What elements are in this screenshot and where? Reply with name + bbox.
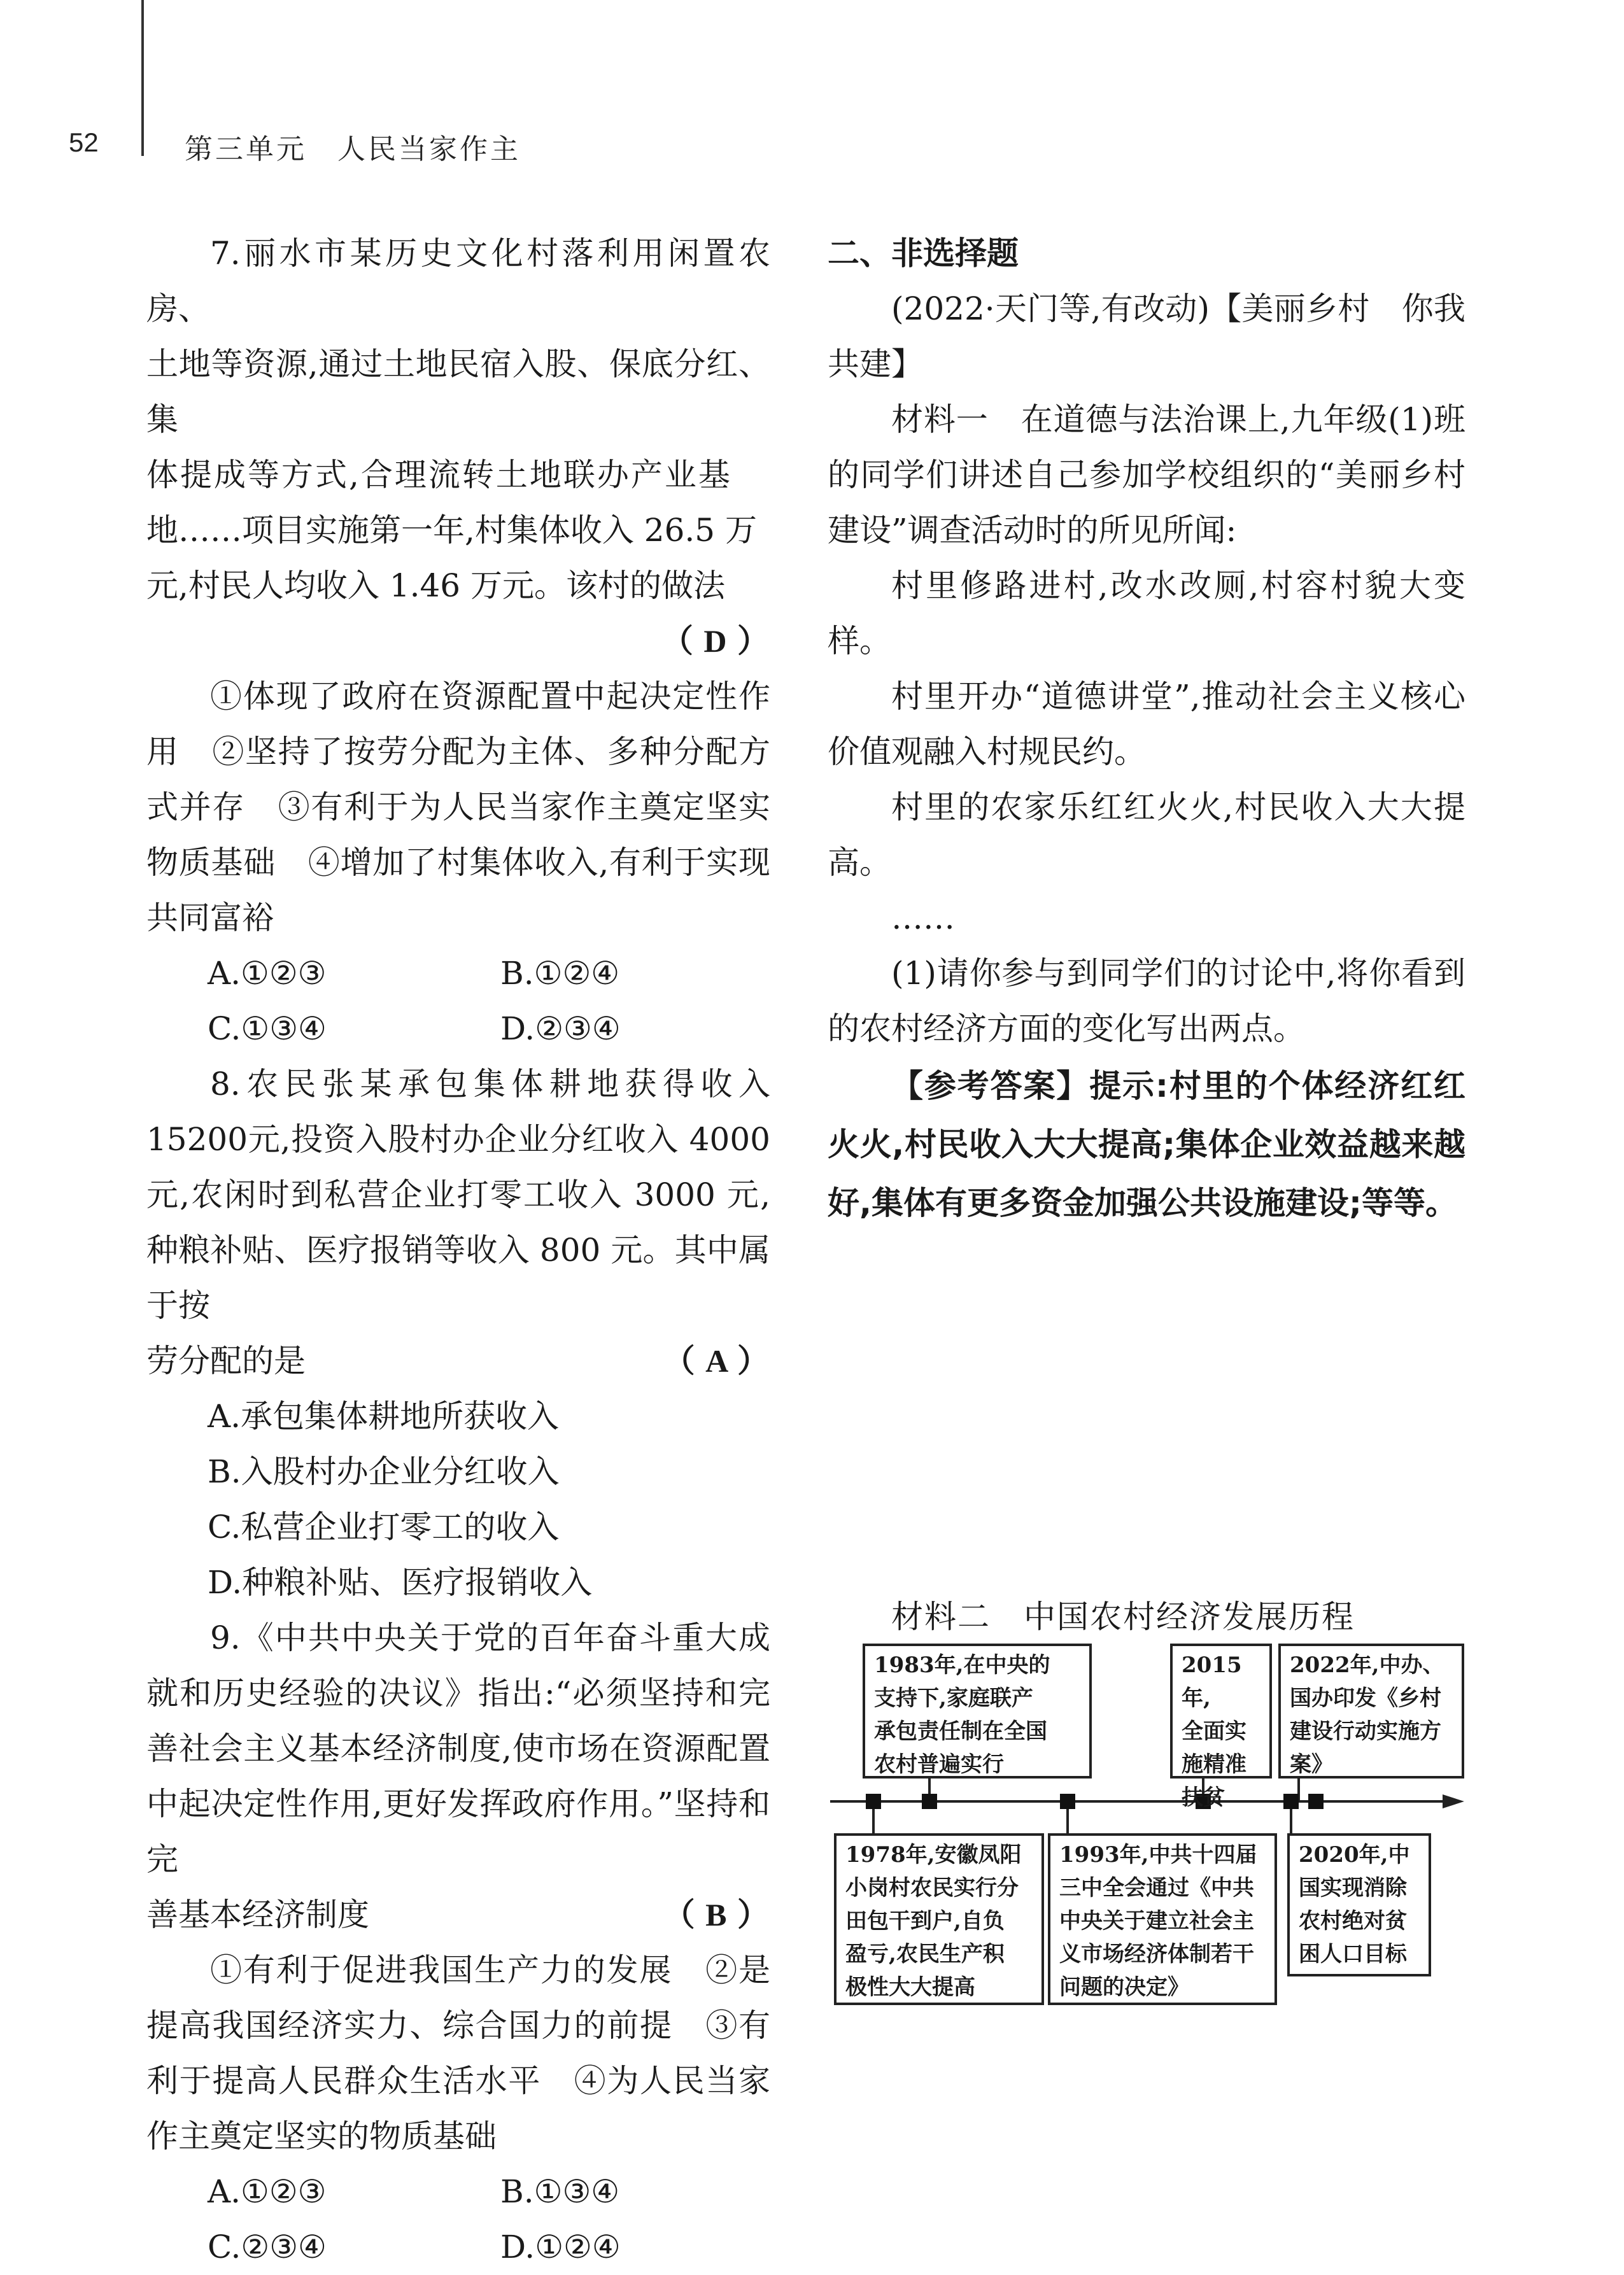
q9-option-c: C.②③④	[208, 2229, 327, 2265]
section-heading: 二、非选择题	[828, 235, 1019, 272]
q7-options	[208, 946, 770, 1057]
event-line: 中央关于建立社会主	[1059, 1908, 1254, 1934]
event-1993	[1048, 1833, 1277, 2005]
event-1978	[834, 1833, 1044, 2005]
q9-stem-last: 善基本经济制度	[146, 1896, 369, 1933]
left-column	[146, 226, 770, 2275]
ellipsis: ……	[891, 899, 955, 936]
material1-intro: 材料一 在道德与法治课上,九年级(1)班的同学们讲述自己参加学校组织的“美丽乡村建设”调查活动时的所见所闻:	[828, 401, 1465, 549]
q7-stem-line: 7.丽水市某历史文化村落利用闲置农房、	[146, 235, 770, 327]
unit-title: 第三单元 人民当家作主	[185, 133, 521, 166]
event-line: 国办印发《乡村	[1290, 1686, 1441, 1711]
event-2022	[1278, 1644, 1464, 1778]
q7-stem-line: 地……项目实施第一年,村集体收入 26.5 万	[146, 512, 758, 549]
material1-item: 村里的农家乐红红火火,村民收入大大提高。	[828, 789, 1465, 881]
marker-1983	[922, 1794, 937, 1809]
reference-answer: 【参考答案】提示:村里的个体经济红红火火,村民收入大大提高;集体企业效益越来越好,集体有更多资金加强公共设施建设;等等。	[828, 1067, 1465, 1222]
event-line: 建设行动实施方	[1290, 1719, 1441, 1744]
event-line: 小岗村农民实行分	[845, 1875, 1019, 1901]
q7-option-c: C.①③④	[208, 1010, 327, 1047]
q7-option-a: A.①②③	[208, 955, 327, 992]
q9-options	[208, 2164, 770, 2275]
question-source: (2022·天门等,有改动)【美丽乡村 你我共建】	[828, 290, 1465, 383]
question-9	[146, 1610, 770, 2275]
event-line: 支持下,家庭联产	[874, 1686, 1033, 1711]
timeline-arrow-icon	[1443, 1794, 1464, 1808]
q8-option-a: A.承包集体耕地所获收入	[208, 1398, 560, 1435]
event-line: 义市场经济体制若干	[1059, 1941, 1254, 1967]
event-line: 1978年,安徽凤阳	[845, 1842, 1022, 1868]
q9-option-b: B.①③④	[500, 2173, 620, 2210]
q8-stem: 8.农民张某承包集体耕地获得收入15200元,投资入股村办企业分红收入 4000元,农闲时到私营企业打零工收入 3000 元,种粮补贴、医疗报销等收入 800 元。其中属于按	[146, 1066, 770, 1324]
q9-option-d: D.①②④	[500, 2229, 621, 2265]
q8-stem-last: 劳分配的是	[146, 1342, 306, 1379]
event-line: 田包干到户,自负	[845, 1908, 1005, 1934]
q7-option-b: B.①②④	[500, 955, 620, 992]
header-divider	[141, 0, 144, 156]
event-line: 三中全会通过《中共	[1059, 1875, 1254, 1901]
event-line: 全面实	[1182, 1719, 1246, 1744]
q7-option-d: D.②③④	[500, 1010, 621, 1047]
page-number: 52	[69, 127, 99, 157]
q8-option-b: B.入股村办企业分红收入	[208, 1453, 560, 1490]
q8-answer: （ A ）	[663, 1343, 770, 1379]
event-line: 农村普遍实行	[874, 1752, 1004, 1777]
q7-stem-line: 体提成等方式,合理流转土地联办产业基	[146, 456, 732, 493]
question-1: (1)请你参与到同学们的讨论中,将你看到的农村经济方面的变化写出两点。	[828, 955, 1465, 1047]
event-line: 2015年,	[1182, 1652, 1242, 1711]
event-2020	[1287, 1833, 1431, 1976]
event-line: 2020年,中	[1299, 1842, 1410, 1868]
event-line: 2022年,中办、	[1290, 1652, 1444, 1678]
event-line: 问题的决定》	[1059, 1975, 1189, 2000]
event-line: 扶贫	[1182, 1785, 1225, 1810]
q9-statements: ①有利于促进我国生产力的发展 ②是提高我国经济实力、综合国力的前提 ③有利于提高人民群众生活水平 ④为人民当家作主奠定坚实的物质基础	[146, 1952, 770, 2155]
event-line: 国实现消除	[1299, 1875, 1407, 1901]
q7-answer: （ D ）	[661, 623, 770, 659]
event-line: 1983年,在中央的	[874, 1652, 1050, 1678]
question-7	[146, 226, 770, 1057]
right-column	[828, 226, 1465, 1232]
q8-option-d: D.种粮补贴、医疗报销收入	[208, 1564, 593, 1601]
event-line: 承包责任制在全国	[874, 1719, 1047, 1744]
event-line: 盈亏,农民生产积	[845, 1941, 1005, 1967]
event-line: 案》	[1290, 1752, 1333, 1777]
event-line: 农村绝对贫	[1299, 1908, 1407, 1934]
event-2015	[1170, 1644, 1272, 1810]
material1-item: 村里修路进村,改水改厕,村容村貌大变样。	[828, 567, 1465, 659]
material1-item: 村里开办“道德讲堂”,推动社会主义核心价值观融入村规民约。	[828, 678, 1465, 770]
marker-1978	[866, 1794, 881, 1809]
q9-stem: 9.《中共中央关于党的百年奋斗重大成就和历史经验的决议》指出:“必须坚持和完善社会主义基本经济制度,使市场在资源配置中起决定性作用,更好发挥政府作用。”坚持和完	[146, 1619, 770, 1878]
q7-statements: ①体现了政府在资源配置中起决定性作用 ②坚持了按劳分配为主体、多种分配方式并存 ③有利于为人民当家作主奠定坚实物质基础 ④增加了村集体收入,有利于实现共同富裕	[146, 678, 770, 936]
event-line: 困人口目标	[1299, 1941, 1407, 1967]
event-line: 极性大大提高	[845, 1975, 975, 2000]
marker-1993	[1060, 1794, 1075, 1809]
q7-stem-line: 土地等资源,通过土地民宿入股、保底分红、集	[146, 346, 770, 438]
material2-title: 材料二 中国农村经济发展历程	[891, 1598, 1355, 1635]
marker-2022	[1308, 1794, 1324, 1809]
q9-option-a: A.①②③	[208, 2173, 327, 2210]
q7-stem-line: 元,村民人均收入 1.46 万元。该村的做法	[146, 567, 726, 604]
marker-2020	[1283, 1794, 1299, 1809]
q8-option-c: C.私营企业打零工的收入	[208, 1509, 560, 1546]
q9-answer: （ B ）	[663, 1897, 770, 1933]
question-8	[146, 1057, 770, 1610]
event-line: 1993年,中共十四届	[1059, 1842, 1257, 1868]
event-line: 施精准	[1182, 1752, 1246, 1777]
event-1983	[863, 1644, 1092, 1778]
